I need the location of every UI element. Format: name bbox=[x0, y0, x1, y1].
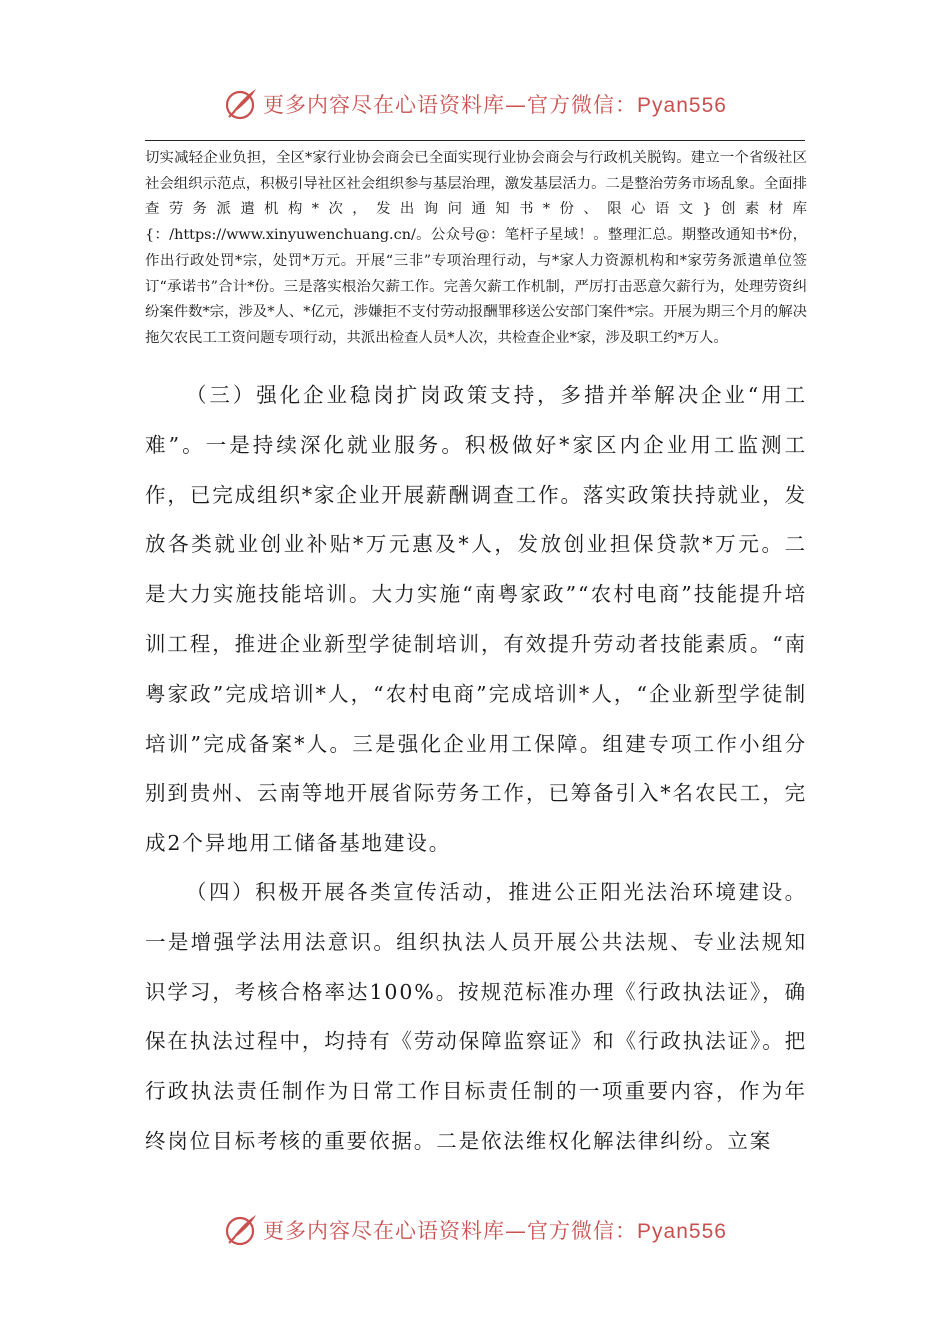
section-4-paragraph: （四）积极开展各类宣传活动，推进公正阳光法治环境建设。一是增强学法用法意识。组织执法人员开展公共法规、专业法规知识学习，考核合格率达100%。按规范标准办理《行政执法证》，确保在执法过程中，均持有《劳动保障监察证》和《行政执法证》。把行政执法责任制作为日常工作目标责任制的一项重要内容，作为年终岗位目标考核的重要依据。二是依法维权化解法律纠纷。立案 bbox=[145, 880, 807, 1153]
header-rule bbox=[145, 140, 805, 141]
header-banner bbox=[0, 82, 950, 126]
wechat-id: Pyan556 bbox=[637, 1220, 727, 1243]
continued-paragraph: 切实减轻企业负担，全区*家行业协会商会已全面实现行业协会商会与行政机关脱钩。建立一个省级社区社会组织示范点，积极引导社区社会组织参与基层治理，激发基层活力。二是整治劳务市场乱象。全面排查劳务派遣机构*次，发出询问通知书*份、限心语文}创素材库{：/https://www.xinyuwenchuang.cn/。公众号@：笔杆子星域！。整理汇总。期整改通知书*份，作出行政处罚*宗，处罚*万元。开展“三非”专项治理行动，与*家人力资源机构和*家劳务派遣单位签订“承诺书”合计*份。三是落实根治欠薪工作。完善欠薪工作机制，严厉打击恶意欠薪行为，处理劳资纠纷案件数*宗，涉及*人、*亿元，涉嫌拒不支付劳动报酬罪移送公安部门案件*宗。开展为期三个月的解决拖欠农民工工资问题专项行动，共派出检查人员*人次，共检查企业*家，涉及职工约*万人。 bbox=[145, 150, 807, 346]
footer-banner-text: 更多内容尽在心语资料库—官方微信：Pyan556 bbox=[263, 1219, 727, 1243]
wechat-id: Pyan556 bbox=[637, 94, 727, 117]
quill-pen-logo-icon bbox=[223, 86, 259, 122]
section-3-paragraph: （三）强化企业稳岗扩岗政策支持，多措并举解决企业“用工难”。一是持续深化就业服务。积极做好*家区内企业用工监测工作，已完成组织*家企业开展薪酬调查工作。落实政策扶持就业，发放各类就业创业补贴*万元惠及*人，发放创业担保贷款*万元。二是大力实施技能培训。大力实施“南粤家政”“农村电商”技能提升培训工程，推进企业新型学徒制培训，有效提升劳动者技能素质。“南粤家政”完成培训*人，“农村电商”完成培训*人，“企业新型学徒制培训”完成备案*人。三是强化企业用工保障。组建专项工作小组分别到贵州、云南等地开展省际劳务工作，已筹备引入*名农民工，完成2个异地用工储备基地建设。 bbox=[145, 383, 807, 856]
quill-pen-logo-icon bbox=[223, 1212, 259, 1248]
footer-banner bbox=[0, 1208, 950, 1252]
header-banner-text: 更多内容尽在心语资料库—官方微信：Pyan556 bbox=[263, 93, 727, 117]
